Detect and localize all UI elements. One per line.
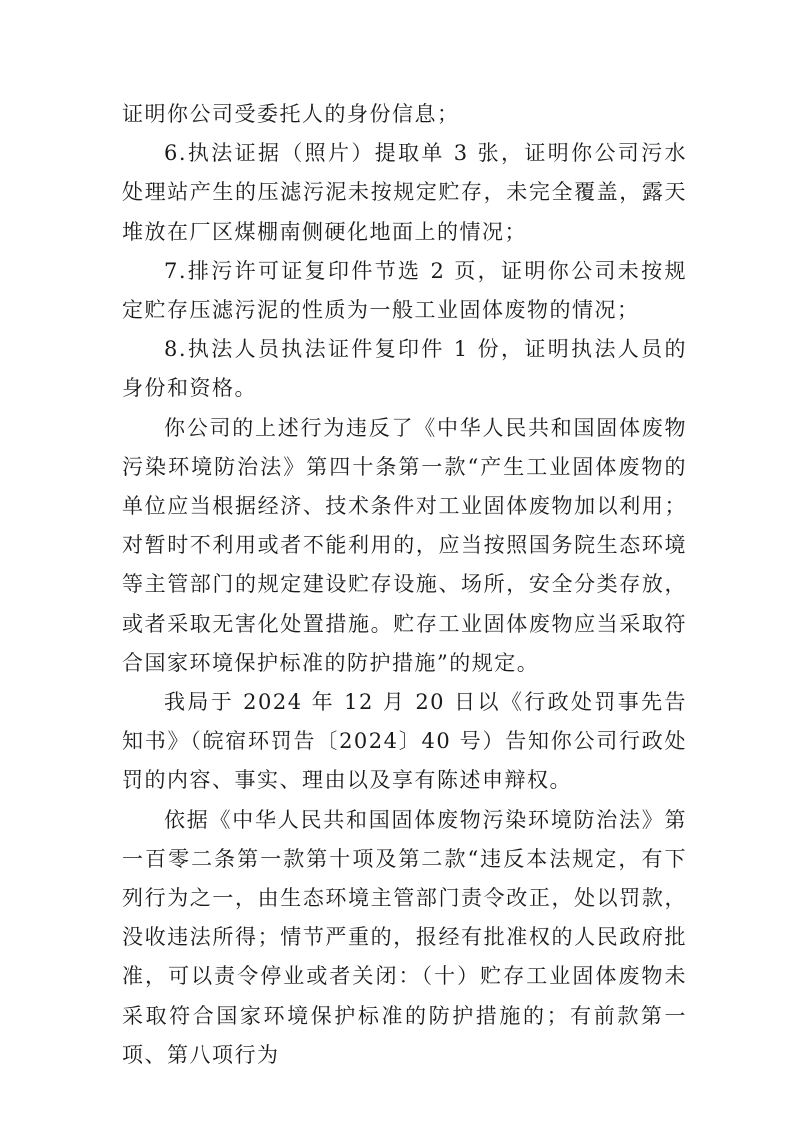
legal-basis-paragraph: 依据《中华人民共和国固体废物污染环境防治法》第一百零二条第一款第十项及第二款“违反本法规定，有下列行为之一，由生态环境主管部门责令改正，处以罚款，没收违法所得；情节严重的，报经有批准权的人民政府批准，可以责令停业或者关闭：（十）贮存工业固体废物未采取符合国家环境保护标准的防护措施的；有前款第一项、第八项行为 [122, 807, 687, 1067]
document-page [122, 95, 687, 1075]
violation-paragraph: 你公司的上述行为违反了《中华人民共和国固体废物污染环境防治法》第四十条第一款“产生工业固体废物的单位应当根据经济、技术条件对工业固体废物加以利用；对暂时不利用或者不能利用的，应当按照国务院生态环境等主管部门的规定建设贮存设施、场所，安全分类存放，或者采取无害化处置措施。贮存工业固体废物应当采取符合国家环境保护标准的防护措施”的规定。 [122, 415, 687, 675]
evidence-item-8: 8.执法人员执法证件复印件 1 份，证明执法人员的身份和资格。 [122, 337, 687, 401]
evidence-item-6: 6.执法证据（照片）提取单 3 张，证明你公司污水处理站产生的压滤污泥未按规定贮存，未完全覆盖，露天堆放在厂区煤棚南侧硬化地面上的情况； [122, 141, 687, 244]
paragraph-continuation: 证明你公司受委托人的身份信息； [122, 102, 460, 126]
evidence-item-7: 7.排污许可证复印件节选 2 页，证明你公司未按规定贮存压滤污泥的性质为一般工业固体废物的情况； [122, 258, 687, 323]
notice-paragraph: 我局于 2024 年 12 月 20 日以《行政处罚事先告知书》（皖宿环罚告〔2024〕40 号）告知你公司行政处罚的内容、事实、理由以及享有陈述申辩权。 [122, 690, 687, 793]
